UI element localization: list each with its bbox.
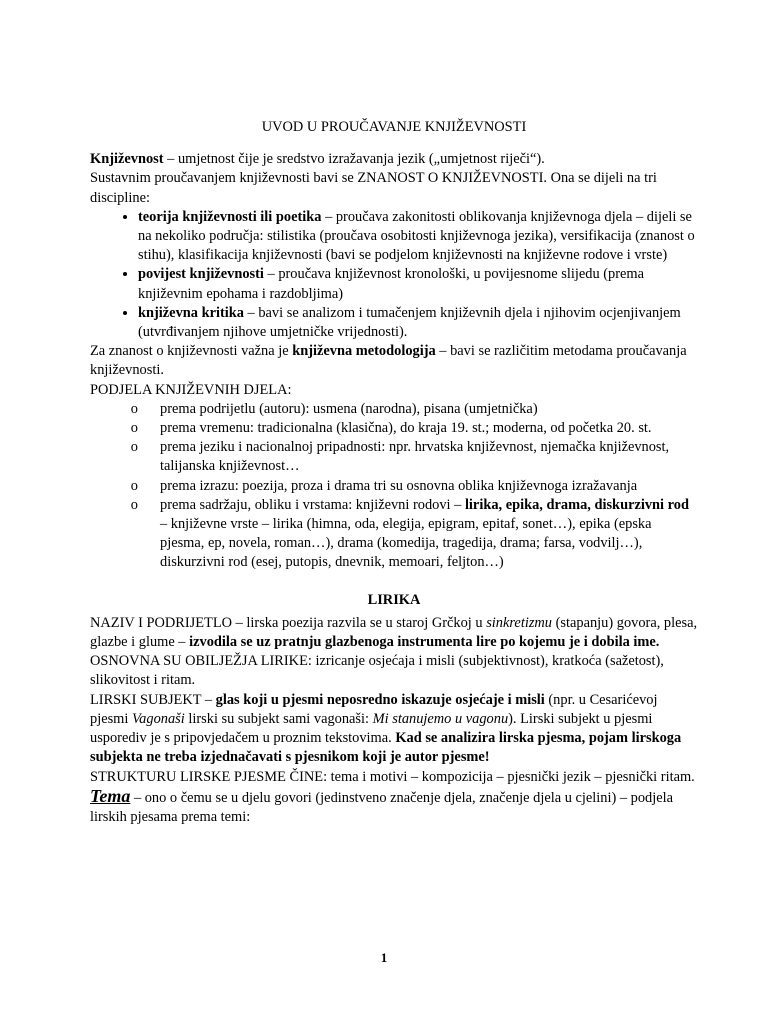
subjekt-paragraph: [90, 691, 698, 768]
section-title-lirika: LIRIKA: [367, 591, 421, 608]
list-item: o prema vremenu: tradicionalna (klasična), do kraja 19. st.; moderna, od početka 20. st.: [138, 419, 698, 438]
methodology-paragraph: [90, 342, 698, 380]
subjekt-text: lirski su subjekt sami vagonaši:: [184, 710, 373, 727]
division-text: – književne vrste – lirika (himna, oda, elegija, epigram, epitaf, sonet…), epika (epska pjesma, ep, novela, roman…), drama (komedija, tragedija, drama; farsa, vodvilj…), diskurzivni rod (esej, putopis, dnevnik, memoari, feljton…): [160, 516, 652, 571]
methodology-term: književna metodologija: [292, 343, 436, 360]
list-item: [138, 265, 698, 303]
literature-definition: [90, 150, 698, 169]
tema-word: Tema: [90, 785, 131, 806]
discipline-text: – proučava književnost kronološki, u povijesnome slijedu (prema književnim epohama i razdobljima): [138, 266, 644, 302]
definition-term: Književnost: [90, 151, 164, 168]
methodology-pre: Za znanost o književnosti važna je: [90, 343, 293, 360]
subjekt-text: ). Lirski subjekt u pjesmi usporediv je s pripovjedačem u proznim tekstovima.: [90, 710, 653, 747]
tema-paragraph: [90, 787, 698, 827]
discipline-text: – proučava zakonitosti oblikovanja književnoga djela – dijeli se na nekoliko područja: stilistika (proučava osobitosti književnoga jezika), versifikacija (znanost o stihu), klasifikacija književnosti (bavi se podjelom književnosti na književne rodove i vrste): [138, 208, 695, 264]
division-heading: PODJELA KNJIŽEVNIH DJELA:: [90, 381, 292, 398]
methodology-post: – bavi se različitim metodama proučavanja književnosti.: [90, 343, 687, 379]
list-item: o prema izrazu: poezija, proza i drama tri su osnovna oblika književnoga izražavanja: [138, 477, 698, 496]
list-item: o prema podrijetlu (autoru): usmena (narodna), pisana (umjetnička): [138, 400, 698, 419]
division-bold: lirika, epika, drama, diskurzivni rod: [464, 496, 689, 513]
subjekt-bold: glas koji u pjesmi neposredno iskazuje osjećaje i misli: [215, 691, 545, 708]
naziv-italic: sinkretizmu: [486, 614, 553, 631]
subjekt-text: (npr. u Cesarićevoj pjesmi: [90, 691, 658, 727]
tema-text: – ono o čemu se u djelu govori (jedinstveno značenje djela, značenje djela u cjelini) – podjela lirskih pjesama prema temi:: [90, 789, 673, 825]
subjekt-italic: Mi stanujemo u vagonu: [372, 710, 509, 727]
discipline-text: – bavi se analizom i tumačenjem književnih djela i njihovim ocjenjivanjem (utvrđivanjem njihove umjetničke vrijednosti).: [138, 304, 681, 341]
page-number: 1: [380, 950, 388, 965]
divisions-list: [90, 400, 698, 573]
naziv-text: (stapanju) govora, plesa, glazbe i glume –: [90, 614, 698, 651]
list-item: o prema jeziku i nacionalnoj pripadnosti: npr. hrvatska književnost, njemačka književnost, talijanska književnost…: [138, 438, 698, 476]
subjekt-text: LIRSKI SUBJEKT –: [90, 691, 216, 708]
subjekt-bold: Kad se analizira lirska pjesma, pojam lirskoga subjekta ne treba izjednačavati s pjesnikom koji je autor pjesme!: [90, 730, 682, 766]
naziv-paragraph: [90, 614, 698, 652]
disciplines-list: [90, 208, 698, 342]
struktura-paragraph: STRUKTURU LIRSKE PJESME ČINE: tema i motivi – kompozicija – pjesnički jezik – pjesnički ritam.: [90, 768, 695, 785]
discipline-term: teorija književnosti ili poetika: [138, 208, 322, 225]
division-text: prema sadržaju, obliku i vrstama: književni rodovi –: [160, 496, 465, 513]
list-item: [138, 304, 698, 342]
discipline-term: književna kritika: [138, 304, 244, 321]
obiljezja-paragraph: OSNOVNA SU OBILJEŽJA LIRIKE: izricanje osjećaja i misli (subjektivnost), kratkoća (sažetost), slikovitost i ritam.: [90, 653, 664, 689]
naziv-bold: izvodila se uz pratnju glazbenoga instrumenta lire po kojemu je i dobila ime.: [189, 634, 660, 651]
list-item: [138, 496, 698, 573]
document-title: UVOD U PROUČAVANJE KNJIŽEVNOSTI: [261, 119, 527, 135]
subjekt-italic: Vagonaši: [131, 710, 185, 727]
science-intro: Sustavnim proučavanjem književnosti bavi se ZNANOST O KNJIŽEVNOSTI. Ona se dijeli na tri discipline:: [90, 170, 657, 206]
naziv-text: NAZIV I PODRIJETLO – lirska poezija razvila se u staroj Grčkoj u: [90, 614, 487, 631]
discipline-term: povijest književnosti: [138, 266, 264, 283]
definition-text: – umjetnost čije je sredstvo izražavanja jezik („umjetnost riječi“).: [163, 151, 545, 168]
list-item: [138, 208, 698, 266]
